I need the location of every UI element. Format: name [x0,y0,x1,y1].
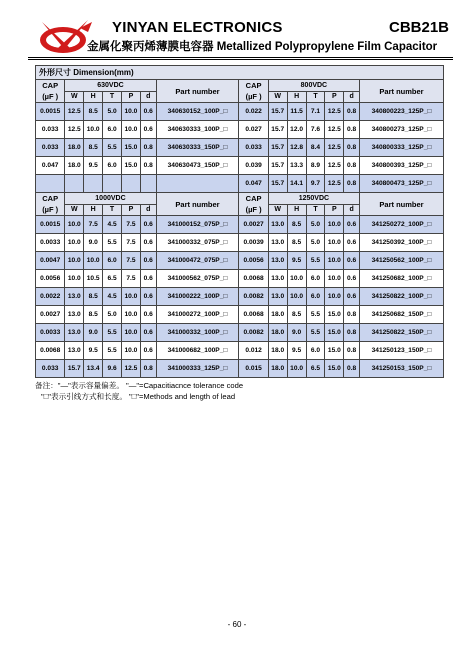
cap-header [36,193,65,216]
dimension-label: 外形尺寸 Dimension(mm) [36,66,444,80]
cap-label: CAP [42,81,59,90]
dim-d: 0.8 [344,103,360,121]
dim-w: 13.0 [65,306,84,324]
dim-h: 9.5 [287,252,306,270]
table-row [36,288,444,306]
part-number: 341000562_075P_□ [156,270,239,288]
dim-t: 6.5 [103,270,122,288]
dim-d: 0.6 [140,103,156,121]
dim-d: 0.6 [140,252,156,270]
dim-p: 10.0 [121,324,140,342]
dim-w: 13.0 [268,270,287,288]
dim-w: 13.0 [65,342,84,360]
dim-d: 0.8 [344,342,360,360]
dim-w: 10.0 [65,234,84,252]
voltage-rating: 1000VDC [65,193,156,205]
part-number: 341250392_100P_□ [360,234,444,252]
dim-p: 7.5 [121,252,140,270]
cap-header [36,80,65,103]
dim-d: 0.6 [140,288,156,306]
cap-value: 0.0068 [239,270,268,288]
dim-w: 18.0 [268,360,287,378]
dimension-column-t: T [306,204,325,216]
cap-value: 0.0082 [239,288,268,306]
cap-unit-label: (µF ) [245,92,262,101]
cap-value: 0.047 [36,157,65,175]
dim-p: 10.0 [121,288,140,306]
note-tolerance: 备注："—"表示容量偏差。 "—"=Capacitiacnce tolerance code [35,381,244,390]
part-number: 341000222_100P_□ [156,288,239,306]
dimension-column-d: d [140,204,156,216]
dim-t: 7.6 [306,121,325,139]
part-number: 340630333_100P_□ [156,121,239,139]
cap-value: 0.033 [36,139,65,157]
dim-d: 0.8 [344,139,360,157]
table-row [36,342,444,360]
dim-h: 8.5 [287,216,306,234]
dim-w: 15.7 [268,103,287,121]
dim-w: 15.7 [65,360,84,378]
part-number-header: Part number [156,193,239,216]
dim-t: 8.4 [306,139,325,157]
cap-value: 0.027 [239,121,268,139]
empty-cell [156,175,239,193]
cap-value: 0.0033 [36,324,65,342]
dim-d: 0.6 [344,216,360,234]
cap-value: 0.0082 [239,324,268,342]
cap-unit-label: (µF ) [42,205,59,214]
dim-t: 6.0 [306,270,325,288]
table-row [36,324,444,342]
dim-p: 7.5 [121,270,140,288]
dim-t: 6.0 [103,252,122,270]
dim-t: 5.0 [103,103,122,121]
dim-p: 10.0 [325,270,344,288]
empty-cell [36,175,65,193]
dim-t: 9.6 [103,360,122,378]
part-number: 341250682_100P_□ [360,270,444,288]
dim-p: 7.5 [121,234,140,252]
dim-w: 18.0 [268,324,287,342]
dim-w: 15.7 [268,157,287,175]
dim-w: 13.0 [268,234,287,252]
dim-h: 8.5 [287,306,306,324]
dim-t: 9.7 [306,175,325,193]
dim-d: 0.6 [344,270,360,288]
dimension-column-t: T [103,204,122,216]
dim-w: 13.0 [65,288,84,306]
dim-w: 10.0 [65,216,84,234]
part-number: 341250153_150P_□ [360,360,444,378]
dim-t: 5.5 [103,342,122,360]
dim-p: 15.0 [325,342,344,360]
dim-d: 0.8 [344,360,360,378]
cap-value: 0.0015 [36,103,65,121]
dim-p: 15.0 [325,306,344,324]
table-row [36,175,444,193]
part-number-header: Part number [156,80,239,103]
dim-d: 0.6 [140,234,156,252]
cap-value: 0.022 [239,103,268,121]
dimension-column-h: H [84,91,103,103]
dimension-column-w: W [268,204,287,216]
part-number: 340630473_150P_□ [156,157,239,175]
dim-d: 0.6 [140,270,156,288]
dim-p: 10.0 [325,234,344,252]
dim-h: 8.5 [287,234,306,252]
dimension-column-t: T [306,91,325,103]
part-number-header: Part number [360,193,444,216]
table-row [36,270,444,288]
part-number: 341250123_150P_□ [360,342,444,360]
cap-unit-label: (µF ) [245,205,262,214]
dim-w: 18.0 [65,139,84,157]
cap-label: CAP [42,194,59,203]
dim-t: 5.5 [306,324,325,342]
spec-table-container [35,65,444,378]
dim-t: 5.0 [103,306,122,324]
empty-cell [65,175,84,193]
part-number: 340630333_150P_□ [156,139,239,157]
table-row [36,234,444,252]
table-row [36,306,444,324]
header-rule [28,57,453,58]
dim-h: 12.0 [287,121,306,139]
table-row [36,157,444,175]
cap-label: CAP [245,81,262,90]
dim-t: 5.5 [103,324,122,342]
part-number-header: Part number [360,80,444,103]
notes [35,380,243,402]
dim-h: 10.0 [84,252,103,270]
dim-w: 13.0 [268,216,287,234]
dim-d: 0.8 [140,139,156,157]
dim-p: 10.0 [325,288,344,306]
dim-d: 0.6 [140,121,156,139]
dim-w: 15.7 [268,121,287,139]
dim-p: 10.0 [121,306,140,324]
dim-h: 9.0 [84,324,103,342]
empty-cell [84,175,103,193]
dim-p: 12.5 [325,157,344,175]
dim-t: 5.0 [306,234,325,252]
dim-h: 10.0 [287,288,306,306]
dim-p: 10.0 [325,252,344,270]
dim-d: 0.6 [344,252,360,270]
cap-value: 0.0068 [239,306,268,324]
dim-h: 7.5 [84,216,103,234]
dim-w: 18.0 [268,306,287,324]
part-number: 341000152_075P_□ [156,216,239,234]
dim-t: 5.5 [306,252,325,270]
dim-h: 13.3 [287,157,306,175]
cap-value: 0.0027 [239,216,268,234]
part-number: 340800223_125P_□ [360,103,444,121]
voltage-rating: 630VDC [65,80,156,92]
dim-p: 15.0 [325,324,344,342]
dim-d: 0.6 [140,324,156,342]
dim-p: 10.0 [121,342,140,360]
dim-h: 8.5 [84,139,103,157]
part-number: 340800473_125P_□ [360,175,444,193]
dim-t: 5.0 [306,216,325,234]
dimension-column-t: T [103,91,122,103]
dim-p: 15.0 [121,139,140,157]
dim-w: 13.0 [268,252,287,270]
cap-unit-label: (µF ) [42,92,59,101]
dim-w: 18.0 [65,157,84,175]
part-number: 341000272_100P_□ [156,306,239,324]
cap-value: 0.012 [239,342,268,360]
dim-h: 12.8 [287,139,306,157]
dim-h: 10.0 [84,121,103,139]
dim-w: 18.0 [268,342,287,360]
table-row [36,252,444,270]
dim-h: 10.0 [287,360,306,378]
dim-h: 9.5 [84,342,103,360]
cap-value: 0.0068 [36,342,65,360]
voltage-rating: 800VDC [268,80,359,92]
dim-d: 0.6 [344,288,360,306]
cap-value: 0.0056 [36,270,65,288]
dim-p: 12.5 [121,360,140,378]
dim-p: 12.5 [325,175,344,193]
dim-h: 13.4 [84,360,103,378]
cap-value: 0.0056 [239,252,268,270]
part-number: 341000332_100P_□ [156,324,239,342]
dim-t: 5.5 [103,234,122,252]
dim-w: 12.5 [65,121,84,139]
dim-w: 13.0 [65,324,84,342]
voltage-rating: 1250VDC [268,193,359,205]
dim-h: 8.5 [84,306,103,324]
part-number: 341250682_150P_□ [360,306,444,324]
dim-w: 10.0 [65,270,84,288]
part-number: 341250272_100P_□ [360,216,444,234]
part-number: 340630152_100P_□ [156,103,239,121]
dim-p: 10.0 [325,216,344,234]
spec-table [35,65,444,378]
part-number: 341250822_150P_□ [360,324,444,342]
dim-h: 8.5 [84,103,103,121]
dim-t: 4.5 [103,216,122,234]
dim-d: 0.6 [140,306,156,324]
dim-p: 10.0 [121,103,140,121]
empty-cell [103,175,122,193]
table-row [36,216,444,234]
part-number: 340800333_125P_□ [360,139,444,157]
dimension-column-w: W [268,91,287,103]
dim-t: 6.0 [306,342,325,360]
dimension-column-p: P [325,91,344,103]
table-row [36,139,444,157]
cap-value: 0.0039 [239,234,268,252]
dim-d: 0.8 [344,324,360,342]
yinyan-logo [36,18,94,58]
part-number: 341250562_100P_□ [360,252,444,270]
dim-w: 10.0 [65,252,84,270]
dim-d: 0.6 [140,342,156,360]
dim-t: 6.0 [306,288,325,306]
dim-p: 12.5 [325,139,344,157]
dimension-column-w: W [65,204,84,216]
dim-w: 13.0 [268,288,287,306]
dim-p: 15.0 [121,157,140,175]
part-number: 340800393_125P_□ [360,157,444,175]
cap-value: 0.033 [36,360,65,378]
dim-d: 0.6 [344,234,360,252]
dim-h: 14.1 [287,175,306,193]
dimension-column-d: d [344,91,360,103]
dimension-column-p: P [325,204,344,216]
cap-header [239,193,268,216]
cap-value: 0.0022 [36,288,65,306]
section-header-row [36,80,444,92]
dim-t: 7.1 [306,103,325,121]
cap-value: 0.033 [239,139,268,157]
dim-d: 0.8 [344,121,360,139]
dimension-column-d: d [140,91,156,103]
dim-h: 9.5 [84,157,103,175]
empty-cell [140,175,156,193]
cap-value: 0.039 [239,157,268,175]
cap-value: 0.033 [36,121,65,139]
dim-w: 15.7 [268,139,287,157]
dim-p: 15.0 [325,360,344,378]
dim-h: 8.5 [84,288,103,306]
dim-h: 9.0 [84,234,103,252]
dimension-column-w: W [65,91,84,103]
cap-value: 0.0047 [36,252,65,270]
dim-d: 0.8 [140,157,156,175]
dim-p: 10.0 [121,121,140,139]
dim-h: 9.5 [287,342,306,360]
dim-t: 4.5 [103,288,122,306]
note-lead: "□"表示引线方式和长度。 "□"=Methods and length of lead [41,392,236,401]
dim-t: 8.9 [306,157,325,175]
dim-t: 6.0 [103,157,122,175]
dim-d: 0.8 [344,175,360,193]
cap-header [239,80,268,103]
cap-value: 0.047 [239,175,268,193]
part-number: 341000682_100P_□ [156,342,239,360]
cap-value: 0.0015 [36,216,65,234]
dimension-header-row [36,66,444,80]
dimension-column-h: H [84,204,103,216]
cap-value: 0.0027 [36,306,65,324]
part-number: 341000333_125P_□ [156,360,239,378]
part-number: 340800273_125P_□ [360,121,444,139]
section-header-row [36,193,444,205]
dimension-column-p: P [121,91,140,103]
dim-h: 10.5 [84,270,103,288]
dim-d: 0.8 [344,157,360,175]
dim-t: 5.5 [306,306,325,324]
dim-w: 15.7 [268,175,287,193]
dim-d: 0.6 [140,216,156,234]
dimension-column-h: H [287,204,306,216]
dimension-column-p: P [121,204,140,216]
table-row [36,360,444,378]
dim-p: 7.5 [121,216,140,234]
table-row [36,103,444,121]
dim-p: 12.5 [325,103,344,121]
cap-value: 0.015 [239,360,268,378]
dim-t: 5.5 [103,139,122,157]
dim-w: 12.5 [65,103,84,121]
part-number: 341000332_075P_□ [156,234,239,252]
dim-t: 6.0 [103,121,122,139]
part-number: 341000472_075P_□ [156,252,239,270]
cap-label: CAP [245,194,262,203]
dim-d: 0.8 [140,360,156,378]
table-row [36,121,444,139]
cap-value: 0.0033 [36,234,65,252]
dimension-column-d: d [344,204,360,216]
dim-h: 11.5 [287,103,306,121]
brand-name: YINYAN ELECTRONICS [112,19,283,36]
dim-t: 6.5 [306,360,325,378]
part-number: 341250822_100P_□ [360,288,444,306]
header-rule-thin [28,59,453,60]
dim-p: 12.5 [325,121,344,139]
dim-h: 9.0 [287,324,306,342]
page-number: - 60 - [227,620,247,629]
dim-d: 0.8 [344,306,360,324]
dimension-column-h: H [287,91,306,103]
empty-cell [121,175,140,193]
model-code: CBB21B [388,19,449,36]
product-subtitle: 金属化聚丙烯薄膜电容器 Metallized Polypropylene Film Capacitor [87,41,438,53]
dim-h: 10.0 [287,270,306,288]
